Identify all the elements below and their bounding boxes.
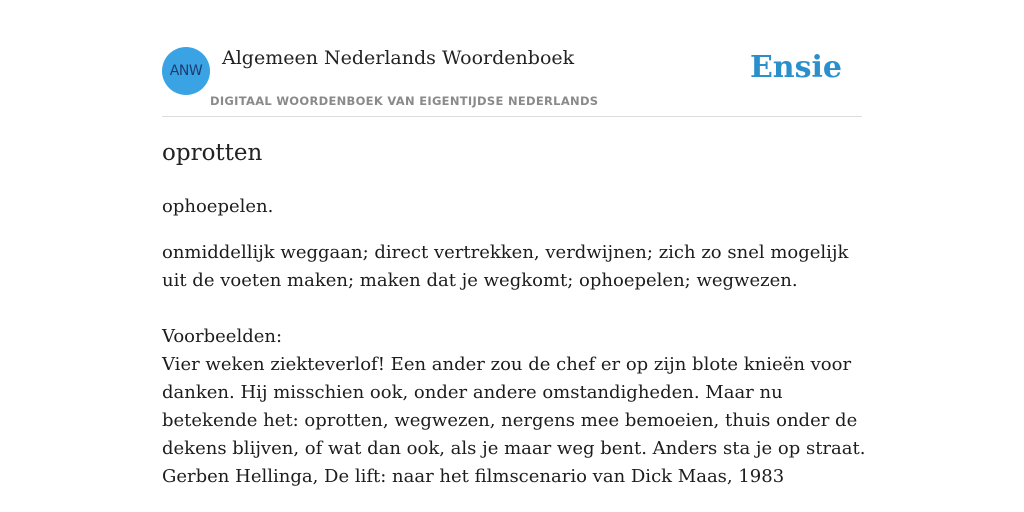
paragraph-spacer bbox=[162, 295, 872, 323]
logo-text: ANW bbox=[169, 63, 203, 79]
short-definition: ophoepelen. bbox=[162, 196, 274, 217]
entry-body bbox=[162, 239, 872, 491]
anw-logo[interactable] bbox=[162, 47, 210, 95]
example-quote: Vier weken ziekteverlof! Een ander zou de chef er op zijn blote knieën voor danken. Hij misschien ook, onder andere omstandigheden. Maar nu betekende het: oprotten, wegwezen, nergens mee bemoeien, thuis onder de dekens blijven, of wat dan ook, als je maar weg bent. Anders sta je op straat. bbox=[162, 354, 866, 459]
definition-text: onmiddellijk weggaan; direct vertrekken, verdwijnen; zich zo snel mogelijk uit de voeten maken; maken dat je wegkomt; ophoepelen; wegwezen. bbox=[162, 242, 849, 291]
example-source: Gerben Hellinga, De lift: naar het filmscenario van Dick Maas, 1983 bbox=[162, 466, 785, 487]
entry-headword: oprotten bbox=[162, 140, 263, 166]
site-subtitle: DIGITAAL WOORDENBOEK VAN EIGENTIJDSE NEDERLANDS bbox=[210, 94, 599, 108]
examples-label: Voorbeelden: bbox=[162, 326, 283, 347]
site-header bbox=[162, 40, 862, 117]
brand-logo[interactable]: Ensie bbox=[749, 50, 842, 85]
site-title[interactable]: Algemeen Nederlands Woordenboek bbox=[222, 47, 575, 69]
